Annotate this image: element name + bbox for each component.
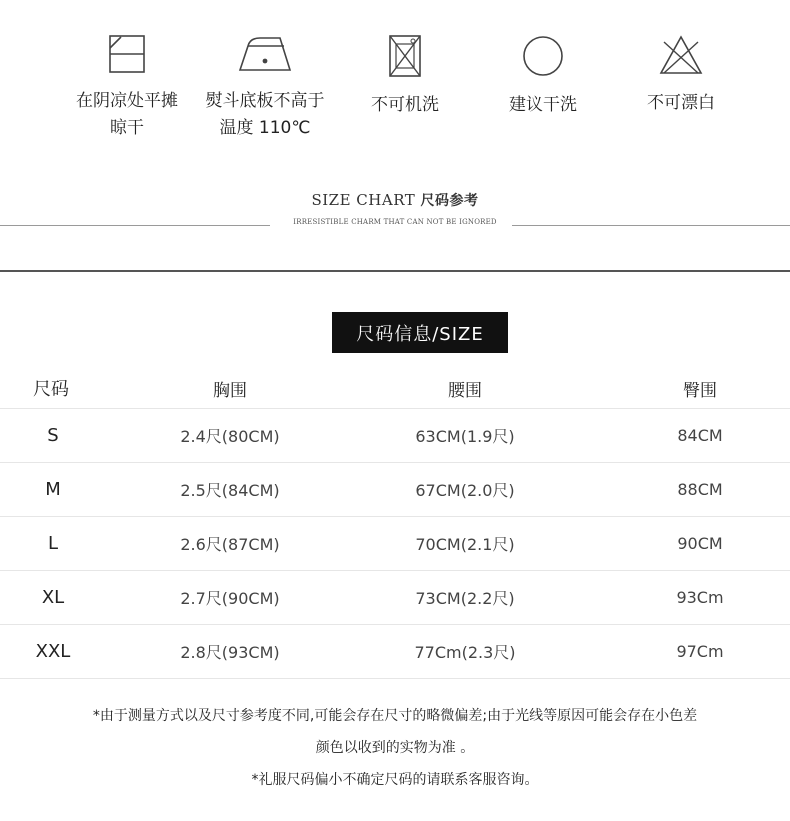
- care-label-line: 温度 110℃: [219, 118, 311, 138]
- care-label-line: 熨斗底板不高于: [205, 91, 325, 111]
- header-waist: 腰围: [448, 380, 482, 401]
- cell-size: XL: [41, 587, 65, 608]
- care-label-iron: [190, 88, 340, 142]
- cell-size: XXL: [35, 641, 71, 662]
- note-measurement: *由于测量方式以及尺寸参考度不同,可能会存在尺寸的略微偏差;由于光线等原因可能会存在小色差: [92, 708, 698, 724]
- cell-waist: 70CM(2.1尺): [415, 535, 515, 554]
- cell-hip: 90CM: [677, 534, 723, 553]
- care-instructions: [0, 34, 790, 154]
- table-row: [0, 571, 790, 625]
- cell-bust: 2.8尺(93CM): [180, 643, 280, 662]
- cell-bust: 2.6尺(87CM): [180, 535, 280, 554]
- cell-size: L: [47, 533, 59, 554]
- cell-waist: 77Cm(2.3尺): [414, 643, 516, 662]
- cell-size: S: [47, 425, 59, 446]
- header-bust: 胸围: [213, 380, 247, 401]
- cell-bust: 2.4尺(80CM): [180, 427, 280, 446]
- size-chart-title: SIZE CHART 尺码参考: [311, 191, 479, 209]
- header-size: 尺码: [33, 379, 69, 400]
- no-bleach-icon: [658, 34, 704, 76]
- table-header-row: [0, 368, 790, 409]
- size-chart-subtitle: IRRESISTIBLE CHARM THAT CAN NOT BE IGNORED: [0, 218, 790, 226]
- cell-size: M: [45, 479, 61, 500]
- care-item-dry-clean: [468, 34, 618, 119]
- table-row: [0, 409, 790, 463]
- care-item-no-machine-wash: [330, 34, 480, 119]
- care-label-flat-dry: [52, 88, 202, 142]
- header-hip: 臀围: [683, 380, 717, 401]
- care-label-line: 在阴凉处平摊: [76, 91, 178, 111]
- section-divider: [0, 270, 790, 272]
- dry-clean-icon: [521, 34, 565, 78]
- size-chart-subtitle-row: [0, 218, 790, 232]
- size-notes: [0, 700, 790, 796]
- size-chart-heading: [0, 190, 790, 210]
- cell-hip: 88CM: [677, 480, 723, 499]
- care-label-line: 不可机洗: [371, 95, 439, 115]
- iron-low-temp-icon: [236, 34, 294, 74]
- cell-bust: 2.7尺(90CM): [180, 589, 280, 608]
- cell-waist: 67CM(2.0尺): [415, 481, 515, 500]
- note-size-advice: *礼服尺码偏小不确定尺码的请联系客服咨询。: [251, 772, 539, 788]
- cell-hip: 84CM: [677, 426, 723, 445]
- care-label-no-machine-wash: [330, 92, 480, 119]
- note-color: 颜色以收到的实物为准 。: [315, 740, 475, 756]
- table-row: [0, 625, 790, 679]
- cell-hip: 93Cm: [676, 588, 724, 607]
- care-item-no-bleach: [606, 34, 756, 117]
- size-info-badge: 尺码信息/SIZE: [332, 312, 508, 353]
- no-machine-wash-icon: [387, 34, 423, 78]
- care-label-line: 不可漂白: [647, 93, 715, 113]
- cell-waist: 73CM(2.2尺): [415, 589, 515, 608]
- size-table: [0, 368, 790, 679]
- table-row: [0, 463, 790, 517]
- care-item-flat-dry: [52, 34, 202, 142]
- cell-hip: 97Cm: [676, 642, 724, 661]
- care-label-line: 建议干洗: [509, 95, 577, 115]
- table-row: [0, 517, 790, 571]
- care-item-iron: [190, 34, 340, 142]
- care-label-dry-clean: [468, 92, 618, 119]
- flat-dry-shade-icon: [107, 34, 147, 74]
- care-label-line: 晾干: [110, 118, 144, 138]
- care-label-no-bleach: [606, 90, 756, 117]
- cell-waist: 63CM(1.9尺): [415, 427, 515, 446]
- cell-bust: 2.5尺(84CM): [180, 481, 280, 500]
